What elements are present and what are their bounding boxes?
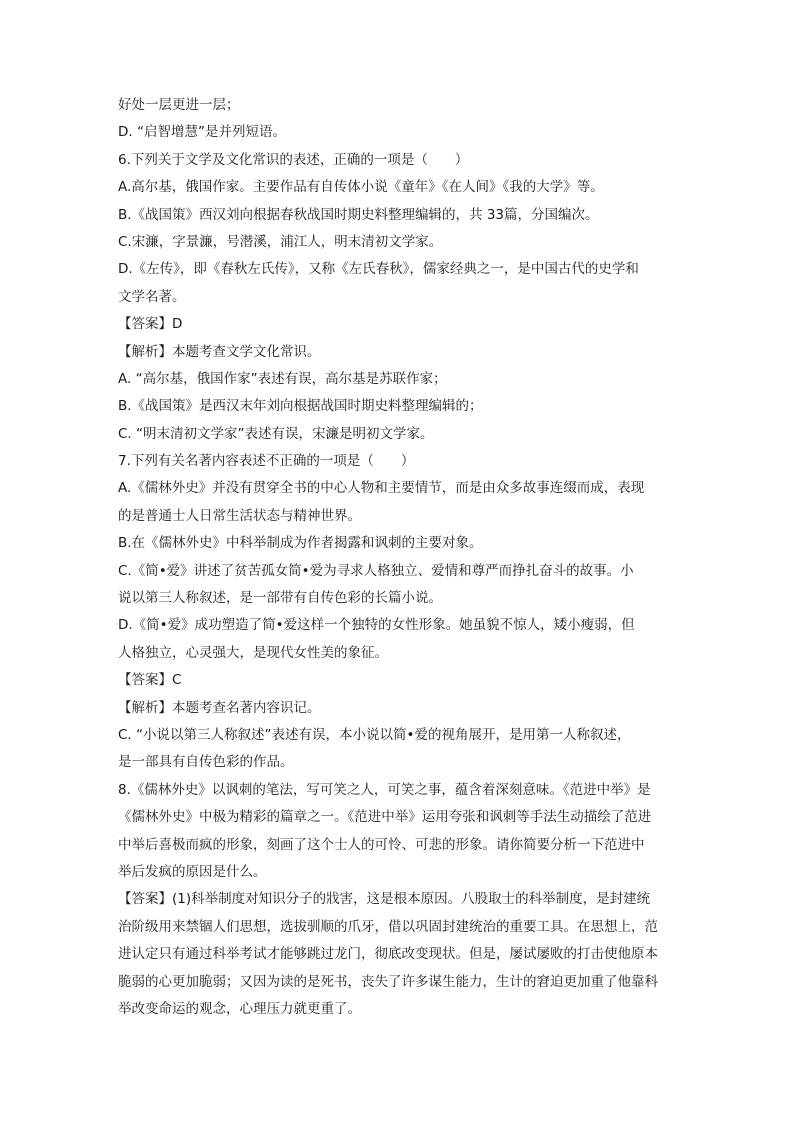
question-6-option-d-cont: 文学名著。	[118, 288, 186, 305]
question-7-option-d: D.《简•爱》成功塑造了简•爱这样一个独特的女性形象。她虽貌不惊人，矮小瘦弱，但	[118, 617, 635, 634]
question-6-option-b: B.《战国策》西汉刘向根据春秋战国时期史料整理编辑的，共 33篇，分国编次。	[118, 206, 599, 223]
question-6-analysis-c: C. “明末清初文学家”表述有误，宋濂是明初文学家。	[118, 425, 434, 442]
document-body	[118, 92, 688, 1023]
question-8-answer-cont-1: 治阶级用来禁锢人们思想，选拔驯顺的爪牙，借以巩固封建统治的重要工具。在思想上，范	[118, 918, 658, 935]
text-line: 好处一层更进一层；	[118, 97, 240, 113]
question-6-option-c: C.宋濂，字景濂，号潜溪，浦江人，明末清初文学家。	[118, 233, 443, 250]
question-8-answer: 【答案】(1)科举制度对知识分子的戕害，这是根本原因。八股取士的科举制度，是封建统	[118, 891, 651, 908]
question-7-option-c: C.《简•爱》讲述了贫苦孤女简•爱为寻求人格独立、爱情和尊严而挣扎奋斗的故事。小	[118, 562, 634, 579]
question-8-answer-cont-2: 进认定只有通过科举考试才能够跳过龙门，彻底改变现状。但是，屡试屡败的打击使他原本	[118, 946, 658, 963]
question-7-analysis: 【解析】本题考查名著内容识记。	[118, 699, 321, 716]
question-6-option-d: D.《左传》，即《春秋左氏传》，又称《左氏春秋》，儒家经典之一，是中国古代的史学和	[118, 261, 639, 278]
question-6-option-a: A.高尔基，俄国作家。主要作品有自传体小说《童年》《在人间》《我的大学》等。	[118, 179, 604, 196]
question-6-analysis-a: A. “高尔基，俄国作家”表述有误，高尔基是苏联作家；	[118, 370, 447, 387]
question-8-stem-cont-3: 举后发疯的原因是什么。	[118, 863, 267, 880]
question-7-analysis-c: C. “小说以第三人称叙述”表述有误，本小说以简•爱的视角展开，是用第一人称叙述，	[118, 726, 631, 743]
question-6-analysis-b: B.《战国策》是西汉末年刘向根据战国时期史料整理编辑的；	[118, 398, 483, 415]
question-6-answer: 【答案】D	[118, 316, 183, 333]
question-7-option-a-cont: 的是普通士人日常生活状态与精神世界。	[118, 507, 361, 524]
option-line: D. “启智增慧”是并列短语。	[118, 124, 286, 141]
question-7-option-b: B.在《儒林外史》中科举制成为作者揭露和讽刺的主要对象。	[118, 535, 483, 552]
question-7-answer: 【答案】C	[118, 672, 182, 689]
question-6-stem: 6.下列关于文学及文化常识的表述，正确的一项是（ ）	[118, 151, 469, 168]
question-7-option-a: A.《儒林外史》并没有贯穿全书的中心人物和主要情节，而是由众多故事连缀而成，表现	[118, 480, 645, 497]
question-8-stem: 8.《儒林外史》以讽刺的笔法，写可笑之人，可笑之事，蕴含着深刻意味。《范进中举》是	[118, 781, 651, 798]
question-8-answer-cont-3: 脆弱的心更加脆弱；又因为读的是死书，丧失了许多谋生能力，生计的窘迫更加重了他靠科	[118, 973, 658, 990]
question-8-stem-cont-2: 中举后喜极而疯的形象，刻画了这个士人的可怜、可悲的形象。请你简要分析一下范进中	[118, 836, 645, 853]
question-8-answer-cont-4: 举改变命运的观念，心理压力就更重了。	[118, 1000, 361, 1017]
question-8-stem-cont-1: 《儒林外史》中极为精彩的篇章之一。《范进中举》运用夸张和讽刺等手法生动描绘了范进	[118, 809, 652, 826]
question-7-option-c-cont: 说以第三人称叙述，是一部带有自传色彩的长篇小说。	[118, 590, 442, 607]
question-6-analysis: 【解析】本题考查文学文化常识。	[118, 343, 321, 360]
question-7-analysis-c-cont: 是一部具有自传色彩的作品。	[118, 754, 294, 771]
question-7-option-d-cont: 人格独立，心灵强大，是现代女性美的象征。	[118, 644, 388, 661]
question-7-stem: 7.下列有关名著内容表述不正确的一项是（ ）	[118, 453, 415, 470]
